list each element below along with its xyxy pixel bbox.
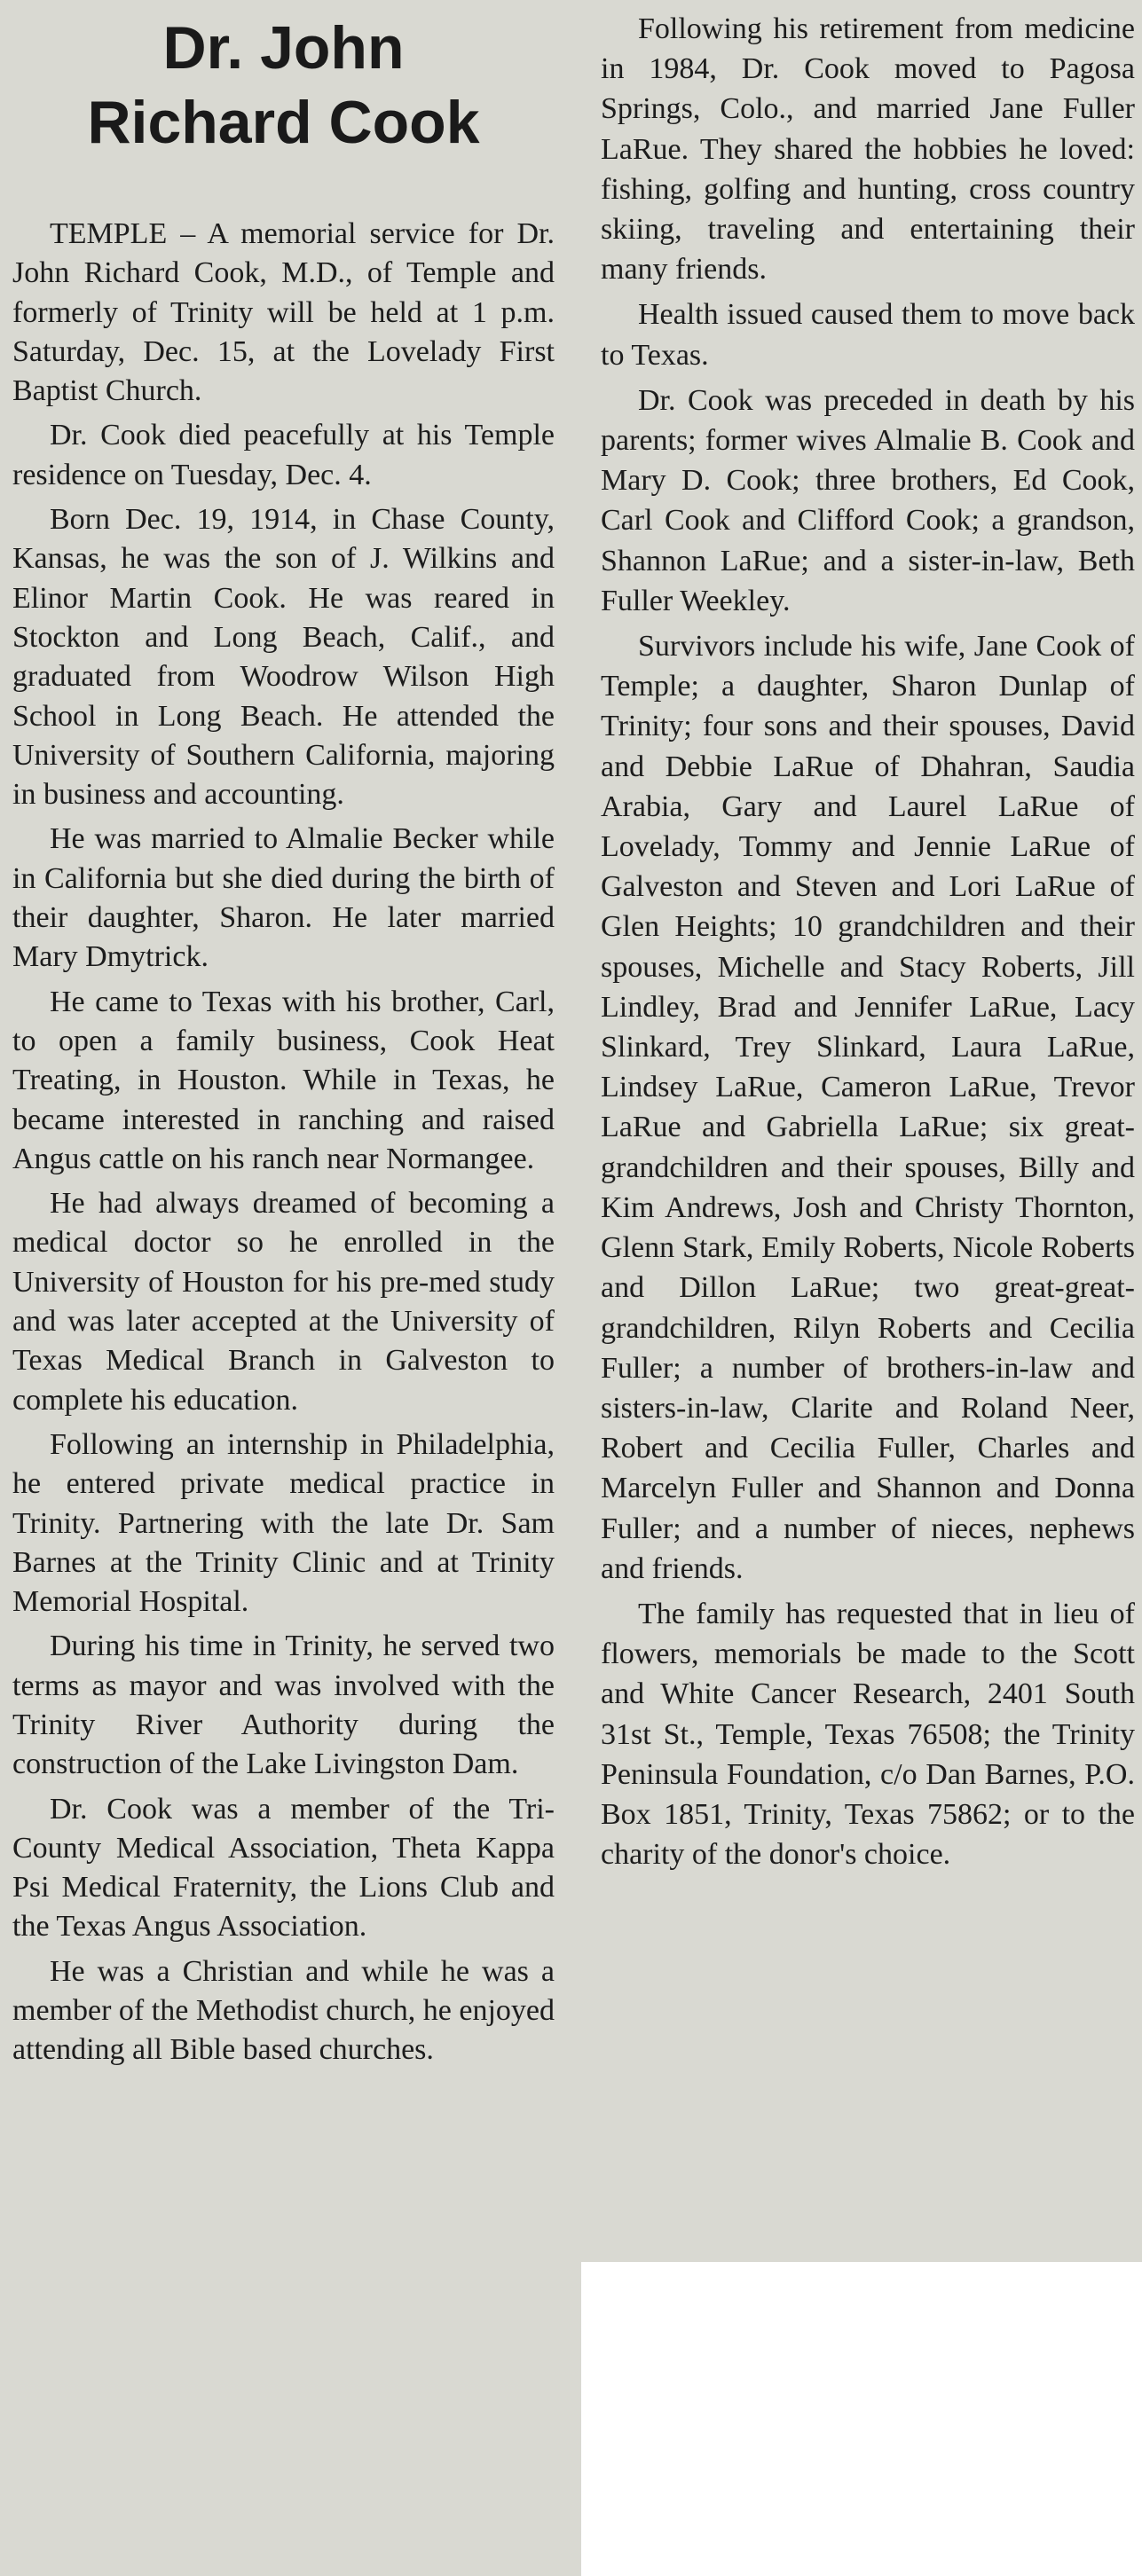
headline [12, 11, 555, 160]
paragraph-survivors: Survivors include his wife, Jane Cook of Temple; a daughter, Sharon Dunlap of Trinity; four sons and their spouses, David and Debbie LaRue of Dhahran, Saudia Arabia, Gary and Laurel LaRue of Lovelady, Tommy and Jennie LaRue of Galveston and Steven and Lori LaRue of Glen Heights; 10 grandchildren and their spouses, Michelle and Stacy Roberts, Jill Lindley, Brad and Jennifer LaRue, Lacy Slinkard, Trey Slinkard, Laura LaRue, Lindsey LaRue, Cameron LaRue, Trevor LaRue and Gabriella LaRue; six great-grandchildren and their spouses, Billy and Kim Andrews, Josh and Christy Thornton, Glenn Stark, Emily Roberts, Nicole Roberts and Dillon LaRue; two great-great-grandchildren, Rilyn Roberts and Cecilia Fuller; a number of brothers-in-law and sisters-in-law, Clarite and Roland Neer, Robert and Cecilia Fuller, Charles and Marcelyn Fuller and Shannon and Donna Fuller; and a number of nieces, nephews and friends. [601, 630, 1135, 1585]
headline-line-2: Richard Cook [87, 89, 480, 156]
paragraph-memorial-service: TEMPLE – A memorial service for Dr. John Richard Cook, M.D., of Temple and formerly of Trinity will be held at 1 p.m. Saturday, Dec. 15, at the Lovelady First Baptist Church. [12, 217, 555, 408]
paragraph-marriages: He was married to Almalie Becker while in California but she died during the birth of their daughter, Sharon. He later married Mary Dmytrick. [12, 822, 555, 974]
paragraph-memberships: Dr. Cook was a member of the Tri-County Medical Association, Theta Kappa Psi Medical Fraternity, the Lions Club and the Texas Angus Association. [12, 1792, 555, 1944]
paragraph-medical-education: He had always dreamed of becoming a medical doctor so he enrolled in the University of Houston for his pre-med study and was later accepted at the University of Texas Medical Branch in Galveston to complete his education. [12, 1187, 555, 1417]
paragraph-texas-business: He came to Texas with his brother, Carl, to open a family business, Cook Heat Treating, in Houston. While in Texas, he became interested in ranching and raised Angus cattle on his ranch near Normangee. [12, 985, 555, 1175]
paragraph-return-texas: Health issued caused them to move back to Texas. [601, 298, 1135, 372]
paragraph-memorials: The family has requested that in lieu of flowers, memorials be made to the Scott and White Cancer Research, 2401 South 31st St., Temple, Texas 76508; the Trinity Peninsula Foundation, c/o Dan Barnes, P.O. Box 1851, Trinity, Texas 75862; or to the charity of the donor's choice. [601, 1597, 1135, 1872]
paragraph-death: Dr. Cook died peacefully at his Temple residence on Tuesday, Dec. 4. [12, 419, 555, 491]
paragraph-preceded-in-death: Dr. Cook was preceded in death by his parents; former wives Almalie B. Cook and Mary D. Cook; three brothers, Ed Cook, Carl Cook and Clifford Cook; a grandson, Shannon LaRue; and a sister-in-law, Beth Fuller Weekley. [601, 383, 1135, 617]
paragraph-early-life: Born Dec. 19, 1914, in Chase County, Kansas, he was the son of J. Wilkins and Elinor Martin Cook. He was reared in Stockton and Long Beach, Calif., and graduated from Woodrow Wilson High School in Long Beach. He attended the University of Southern California, majoring in business and accounting. [12, 503, 555, 812]
blank-area [581, 2262, 1142, 2576]
headline-line-1: Dr. John [162, 14, 405, 82]
right-column [581, 0, 1142, 2262]
paragraph-mayor: During his time in Trinity, he served two terms as mayor and was involved with the Trinity River Authority during the construction of the Lake Livingston Dam. [12, 1630, 555, 1781]
paragraph-retirement: Following his retirement from medicine in 1984, Dr. Cook moved to Pagosa Springs, Colo., and married Jane Fuller LaRue. They shared the hobbies he loved: fishing, golfing and hunting, cross country skiing, traveling and entertaining their many friends. [601, 12, 1135, 287]
paragraph-medical-practice: Following an internship in Philadelphia, he entered private medical practice in Trinity. Partnering with the late Dr. Sam Barnes at the Trinity Clinic and at Trinity Memorial Hospital. [12, 1427, 555, 1619]
paragraph-faith: He was a Christian and while he was a member of the Methodist church, he enjoyed attending all Bible based churches. [12, 1954, 555, 2067]
